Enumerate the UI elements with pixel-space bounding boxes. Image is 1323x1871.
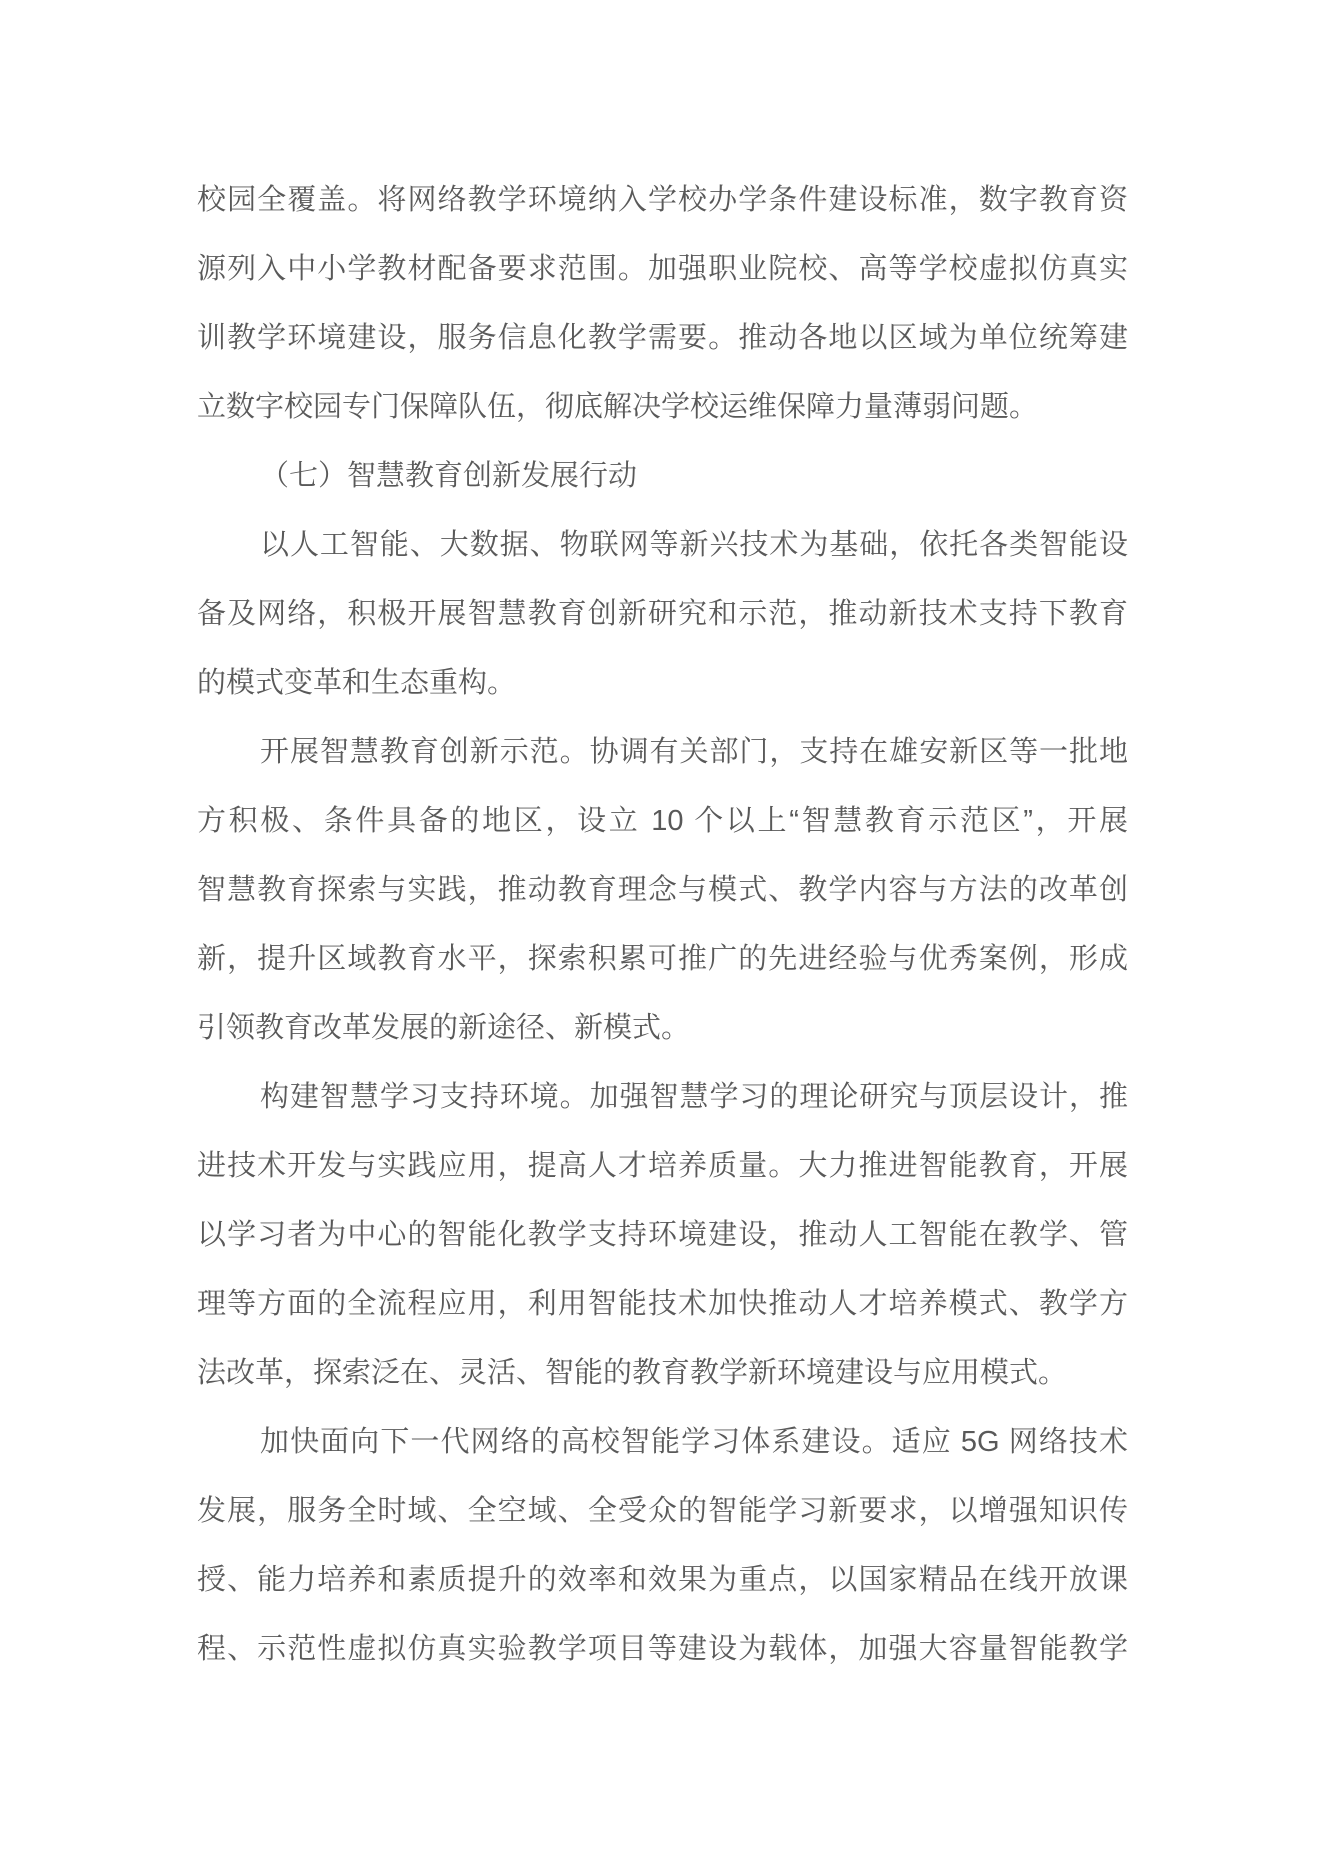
text-line: 源列入中小学教材配备要求范围。加强职业院校、高等学校虚拟仿真实 bbox=[197, 253, 1128, 285]
section-heading: （七）智慧教育创新发展行动 bbox=[260, 460, 638, 492]
text-line: 智慧教育探索与实践，推动教育理念与模式、教学内容与方法的改革创 bbox=[197, 874, 1128, 906]
text-line: 方积极、条件具备的地区，设立 10 个以上“智慧教育示范区”，开展 bbox=[197, 805, 1128, 837]
text-line: 理等方面的全流程应用，利用智能技术加快推动人才培养模式、教学方 bbox=[197, 1288, 1128, 1320]
text-line: 进技术开发与实践应用，提高人才培养质量。大力推进智能教育，开展 bbox=[197, 1150, 1128, 1182]
text-line: 以学习者为中心的智能化教学支持环境建设，推动人工智能在教学、管 bbox=[197, 1219, 1128, 1251]
text-line: 引领教育改革发展的新途径、新模式。 bbox=[197, 1012, 691, 1044]
text-line: 发展，服务全时域、全空域、全受众的智能学习新要求，以增强知识传 bbox=[197, 1495, 1128, 1527]
text-line: 校园全覆盖。将网络教学环境纳入学校办学条件建设标准，数字教育资 bbox=[197, 184, 1128, 216]
text-line: 立数字校园专门保障队伍，彻底解决学校运维保障力量薄弱问题。 bbox=[197, 391, 1039, 423]
text-line: 的模式变革和生态重构。 bbox=[197, 667, 517, 699]
text-line: 程、示范性虚拟仿真实验教学项目等建设为载体，加强大容量智能教学 bbox=[197, 1633, 1128, 1665]
text-line: 训教学环境建设，服务信息化教学需要。推动各地以区域为单位统筹建 bbox=[197, 322, 1128, 354]
text-line: 授、能力培养和素质提升的效率和效果为重点，以国家精品在线开放课 bbox=[197, 1564, 1128, 1596]
text-line: 开展智慧教育创新示范。协调有关部门，支持在雄安新区等一批地 bbox=[260, 736, 1128, 768]
text-line: 法改革，探索泛在、灵活、智能的教育教学新环境建设与应用模式。 bbox=[197, 1357, 1068, 1389]
text-line: 构建智慧学习支持环境。加强智慧学习的理论研究与顶层设计，推 bbox=[260, 1081, 1128, 1113]
text-line: 新，提升区域教育水平，探索积累可推广的先进经验与优秀案例，形成 bbox=[197, 943, 1128, 975]
text-line: 备及网络，积极开展智慧教育创新研究和示范，推动新技术支持下教育 bbox=[197, 598, 1128, 630]
text-line: 加快面向下一代网络的高校智能学习体系建设。适应 5G 网络技术 bbox=[260, 1426, 1128, 1458]
text-line: 以人工智能、大数据、物联网等新兴技术为基础，依托各类智能设 bbox=[260, 529, 1128, 561]
